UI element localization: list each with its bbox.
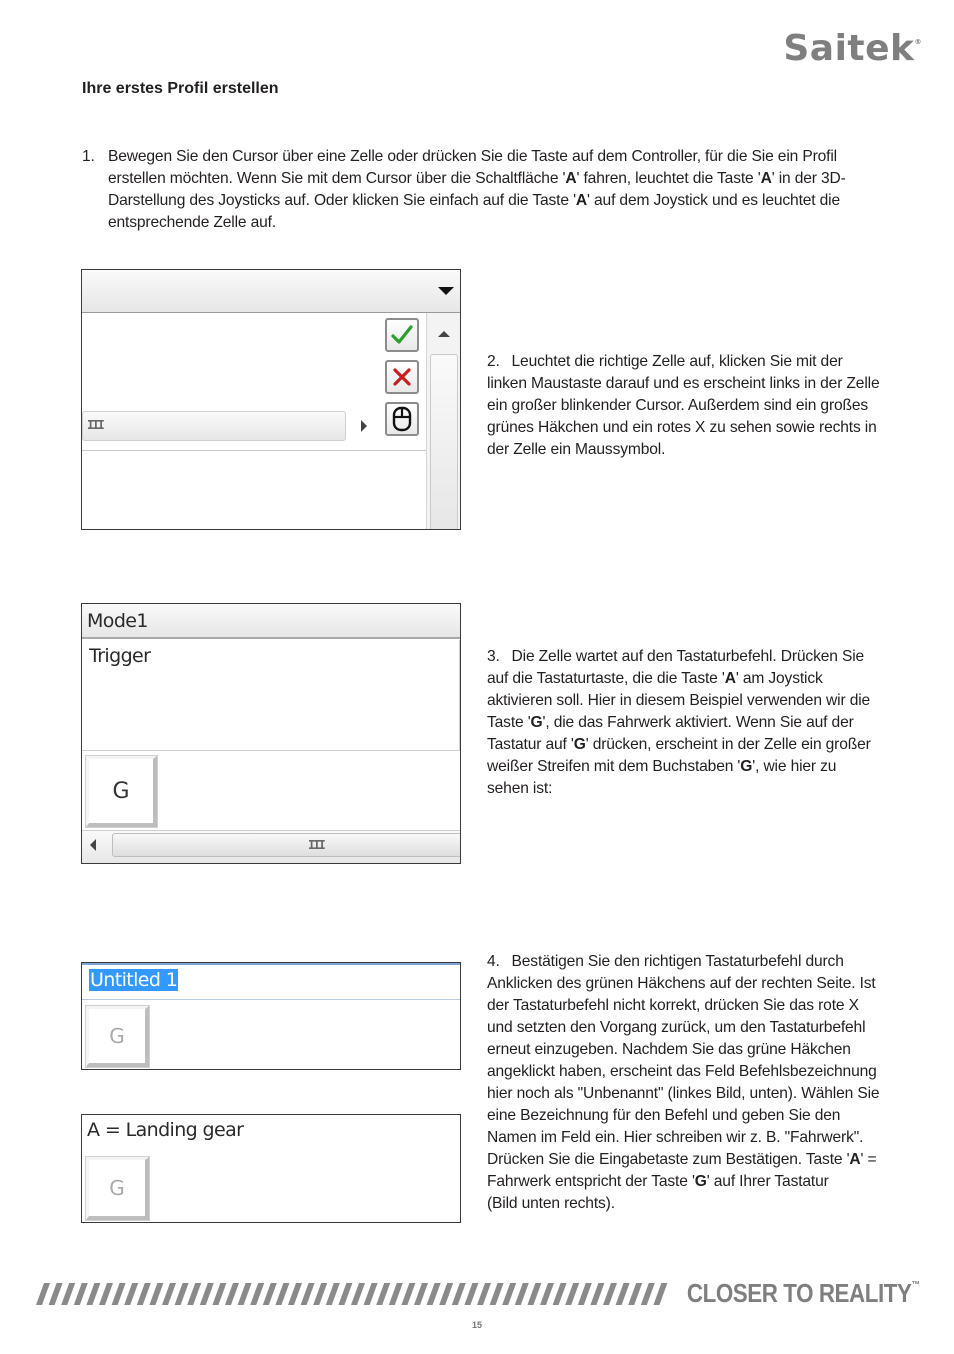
- row-divider: [82, 450, 426, 451]
- brand-name: Saitek: [783, 28, 915, 69]
- footer-stripe: [641, 1283, 655, 1305]
- check-icon: [390, 324, 414, 346]
- footer-stripe: [351, 1283, 365, 1305]
- scroll-up-icon[interactable]: [438, 331, 450, 337]
- footer-stripe: [200, 1283, 214, 1305]
- registered-mark: ®: [914, 38, 922, 46]
- footer-stripe: [364, 1283, 378, 1305]
- footer-stripe: [238, 1283, 252, 1305]
- footer-stripe: [464, 1283, 478, 1305]
- footer-stripe: [338, 1283, 352, 1305]
- footer-stripe: [124, 1283, 138, 1305]
- cancel-x-button[interactable]: [385, 360, 419, 394]
- footer-stripe: [149, 1283, 163, 1305]
- footer-stripe: [275, 1283, 289, 1305]
- footer-stripe: [389, 1283, 403, 1305]
- trademark-mark: ™: [911, 1280, 920, 1291]
- footer-stripe: [553, 1283, 567, 1305]
- footer-stripe: [452, 1283, 466, 1305]
- landing-gear-command-screenshot: [81, 1114, 461, 1223]
- footer-stripe: [212, 1283, 226, 1305]
- footer-stripe: [250, 1283, 264, 1305]
- key-g-button[interactable]: G: [86, 1157, 149, 1220]
- horizontal-scrollbar[interactable]: [82, 411, 346, 441]
- footer-stripe: [162, 1283, 176, 1305]
- footer-stripe: [301, 1283, 315, 1305]
- key-capture-screenshot: [81, 603, 461, 864]
- footer-stripe: [36, 1283, 50, 1305]
- footer-stripe: [313, 1283, 327, 1305]
- footer-stripe: [225, 1283, 239, 1305]
- footer-stripe: [74, 1283, 88, 1305]
- footer-stripe: [263, 1283, 277, 1305]
- footer-stripe: [502, 1283, 516, 1305]
- footer-stripe: [86, 1283, 100, 1305]
- footer-stripe: [326, 1283, 340, 1305]
- footer-stripe: [603, 1283, 617, 1305]
- red-x-icon: [391, 366, 413, 388]
- step-4-text: 4. Bestätigen Sie den richtigen Tastaturbefehl durch Anklicken des grünen Häkchens auf der rechten Seite. Ist der Tastaturbefehl nicht korrekt, drücken Sie das rote X und setzten den Vorgang zurück, um den Tastaturbefehl erneut einzugeben. Nachdem Sie das grüne Häkchen angeklickt haben, erscheint das Feld Befehlsbezeichnung hier noch als "Unbenannt" (linkes Bild, unten). Wählen Sie eine Bezeichnung für den Befehl und geben Sie den Namen im Feld ein. Hier schreiben wir z. B. "Fahrwerk". Drücken Sie die Eingabetaste zum Bestätigen. Taste 'A' = Fahrwerk entspricht der Taste 'G' auf Ihrer Tastatur (Bild unten rechts).: [487, 953, 880, 1212]
- step-2-text: 2. Leuchtet die richtige Zelle auf, klicken Sie mit der linken Maustaste darauf und es erscheint links in der Zelle ein großer blinkender Cursor. Außerdem sind ein großes grünes Häkchen und ein rotes X zu sehen sowie rechts in der Zelle ein Maussymbol.: [487, 353, 880, 458]
- footer-stripe: [527, 1283, 541, 1305]
- footer-stripe: [565, 1283, 579, 1305]
- scroll-left-icon[interactable]: [90, 839, 96, 851]
- section-heading: Ihre erstes Profil erstellen: [82, 80, 279, 97]
- footer-stripe: [628, 1283, 642, 1305]
- footer-stripe: [490, 1283, 504, 1305]
- mouse-button[interactable]: [385, 402, 419, 436]
- scroll-grip: III: [308, 838, 324, 852]
- saitek-logo: [783, 28, 922, 69]
- cell-editor-screenshot: [81, 269, 461, 530]
- footer-stripe: [376, 1283, 390, 1305]
- footer-stripes: [36, 1283, 674, 1305]
- footer-stripe: [540, 1283, 554, 1305]
- footer-tagline: CLOSER TO REALITY™: [687, 1278, 920, 1308]
- footer-stripe: [590, 1283, 604, 1305]
- command-name-text[interactable]: A = Landing gear: [87, 1119, 244, 1141]
- step-1-text: Bewegen Sie den Cursor über eine Zelle oder drücken Sie die Taste auf dem Controller, für die Sie ein Profil erstellen möchten. Wenn Sie mit dem Cursor über die Schaltfläche 'A' fahren, leuchtet die Taste 'A' in der 3D-Darstellung des Joysticks auf. Oder klicken Sie einfach auf die Taste 'A' auf dem Joystick und es leuchtet die entsprechende Zelle auf.: [108, 148, 846, 231]
- scroll-grip: III: [87, 418, 103, 432]
- footer-stripe: [112, 1283, 126, 1305]
- vertical-scroll-thumb[interactable]: [430, 354, 458, 530]
- footer-stripe: [401, 1283, 415, 1305]
- footer-stripe: [477, 1283, 491, 1305]
- footer-stripe: [427, 1283, 441, 1305]
- footer-stripe: [175, 1283, 189, 1305]
- footer-stripe: [578, 1283, 592, 1305]
- step-3-text: 3. Die Zelle wartet auf den Tastaturbefehl. Drücken Sie auf die Tastaturtaste, die die Taste 'A' am Joystick aktivieren soll. Hier in diesem Beispiel verwenden wir die Taste 'G', die das Fahrwerk aktiviert. Wenn Sie auf der Tastatur auf 'G' drücken, erscheint in der Zelle ein großer weißer Streifen mit dem Buchstaben 'G', wie hier zu sehen ist:: [487, 648, 871, 797]
- untitled-command-screenshot: [81, 962, 461, 1070]
- footer-stripe: [187, 1283, 201, 1305]
- cell-label: Trigger: [89, 645, 151, 667]
- key-g-button[interactable]: G: [86, 756, 157, 827]
- footer-stripe: [439, 1283, 453, 1305]
- horizontal-scroll-thumb[interactable]: [112, 833, 461, 857]
- footer-stripe: [61, 1283, 75, 1305]
- mode-label: Mode1: [87, 610, 148, 632]
- footer-stripe: [288, 1283, 302, 1305]
- page-number: 15: [471, 1320, 482, 1330]
- footer-stripe: [99, 1283, 113, 1305]
- scroll-right-icon[interactable]: [361, 420, 367, 432]
- name-field-selected-text[interactable]: Untitled 1: [90, 969, 178, 991]
- footer-stripe: [515, 1283, 529, 1305]
- key-g-button[interactable]: G: [86, 1006, 149, 1067]
- footer-stripe: [137, 1283, 151, 1305]
- footer-stripe: [653, 1283, 667, 1305]
- dropdown-arrow-icon[interactable]: [438, 287, 454, 295]
- confirm-check-button[interactable]: [385, 318, 419, 352]
- header-bar: [82, 270, 460, 313]
- footer-stripe: [616, 1283, 630, 1305]
- footer-stripe: [49, 1283, 63, 1305]
- step-1-number: 1.: [82, 148, 95, 165]
- footer-stripe: [414, 1283, 428, 1305]
- mouse-icon: [391, 406, 413, 432]
